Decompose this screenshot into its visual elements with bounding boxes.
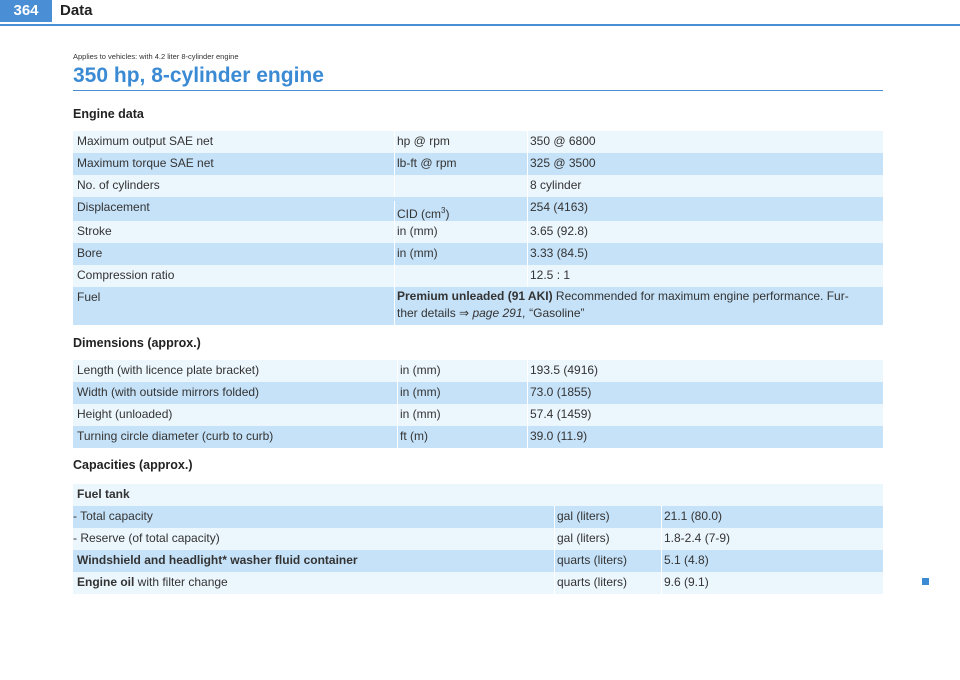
row-label: Length (with licence plate bracket) [77, 363, 260, 377]
fuel-tank-label: Fuel tank [77, 487, 130, 501]
page-title: 350 hp, 8-cylinder engine [73, 64, 324, 87]
row-unit: in (mm) [397, 404, 441, 426]
page-number: 364 [0, 0, 52, 22]
table-row [73, 265, 883, 287]
dimensions-table [73, 360, 883, 448]
row-label: Stroke [77, 224, 112, 238]
row-value: 57.4 (1459) [527, 404, 591, 426]
row-label: Engine oil with filter change [77, 575, 228, 589]
row-label: Maximum torque SAE net [77, 156, 214, 170]
chapter-title: Data [60, 2, 93, 19]
row-value: 21.1 (80.0) [661, 506, 722, 528]
table-row [73, 426, 883, 448]
table-row [73, 382, 883, 404]
row-value: 12.5 : 1 [527, 265, 570, 287]
engine-data-heading: Engine data [73, 107, 144, 121]
row-unit [394, 175, 397, 197]
row-unit: in (mm) [394, 221, 438, 243]
row-unit: in (mm) [397, 360, 441, 382]
row-label: Turning circle diameter (curb to curb) [77, 429, 274, 443]
table-row [73, 131, 883, 153]
row-label: Compression ratio [77, 268, 175, 282]
row-label: - Reserve (of total capacity) [73, 531, 220, 545]
row-label: Maximum output SAE net [77, 134, 214, 148]
applies-to-note: Applies to vehicles: with 4.2 liter 8-cylinder engine [73, 52, 239, 61]
row-value: 325 @ 3500 [527, 153, 596, 175]
table-row [73, 175, 883, 197]
page-header [0, 0, 960, 28]
dimensions-heading: Dimensions (approx.) [73, 336, 201, 350]
row-value: 73.0 (1855) [527, 382, 591, 404]
row-value: 5.1 (4.8) [661, 550, 709, 572]
row-label: Windshield and headlight* washer fluid container [77, 553, 358, 567]
table-row [73, 197, 883, 221]
row-value: 350 @ 6800 [527, 131, 596, 153]
table-row [73, 506, 883, 528]
table-row [73, 153, 883, 175]
table-row [73, 572, 883, 594]
row-unit: in (mm) [394, 243, 438, 265]
capacities-table [73, 484, 883, 594]
table-row [73, 360, 883, 382]
row-unit: quarts (liters) [554, 550, 627, 572]
row-label: - Total capacity [73, 509, 153, 523]
row-value: 3.65 (92.8) [527, 221, 588, 243]
row-unit: gal (liters) [554, 506, 610, 528]
row-unit: gal (liters) [554, 528, 610, 550]
table-row-fuel [73, 287, 883, 325]
row-value: 1.8-2.4 (7-9) [661, 528, 730, 550]
table-row [73, 550, 883, 572]
page-reference-arrow-icon: ⇒ [459, 306, 470, 320]
row-value: 8 cylinder [527, 175, 581, 197]
row-unit [394, 265, 397, 287]
row-label: Bore [77, 246, 103, 260]
table-row [73, 528, 883, 550]
row-unit: lb-ft @ rpm [394, 153, 457, 175]
row-value: 193.5 (4916) [527, 360, 598, 382]
section-end-marker [922, 578, 929, 585]
row-label: Displacement [77, 200, 150, 214]
header-divider [0, 24, 960, 26]
row-value: 254 (4163) [527, 197, 588, 221]
row-unit: quarts (liters) [554, 572, 627, 594]
table-row [73, 243, 883, 265]
row-unit: hp @ rpm [394, 131, 450, 153]
row-unit: CID $(cm^3)$ [394, 201, 449, 225]
table-row [73, 404, 883, 426]
table-row [73, 221, 883, 243]
engine-data-table [73, 131, 883, 325]
row-label: No. of cylinders [77, 178, 160, 192]
row-label: Width (with outside mirrors folded) [77, 385, 260, 399]
row-value: 3.33 (84.5) [527, 243, 588, 265]
capacities-heading: Capacities (approx.) [73, 458, 193, 472]
table-row-fuel-tank [73, 484, 883, 506]
page-reference-link[interactable]: page 291, [469, 306, 526, 320]
row-unit: in (mm) [397, 382, 441, 404]
row-value: 39.0 (11.9) [527, 426, 587, 448]
row-label: Fuel [77, 290, 101, 304]
row-label: Height (unloaded) [77, 407, 173, 421]
title-divider [73, 90, 883, 91]
fuel-description: Premium unleaded (91 AKI) Recommended for maximum engine performance. Fur- ther details ⇒ page 291, “Gasoline” [394, 287, 883, 325]
row-unit: ft (m) [397, 426, 428, 448]
row-value: 9.6 (9.1) [661, 572, 709, 594]
